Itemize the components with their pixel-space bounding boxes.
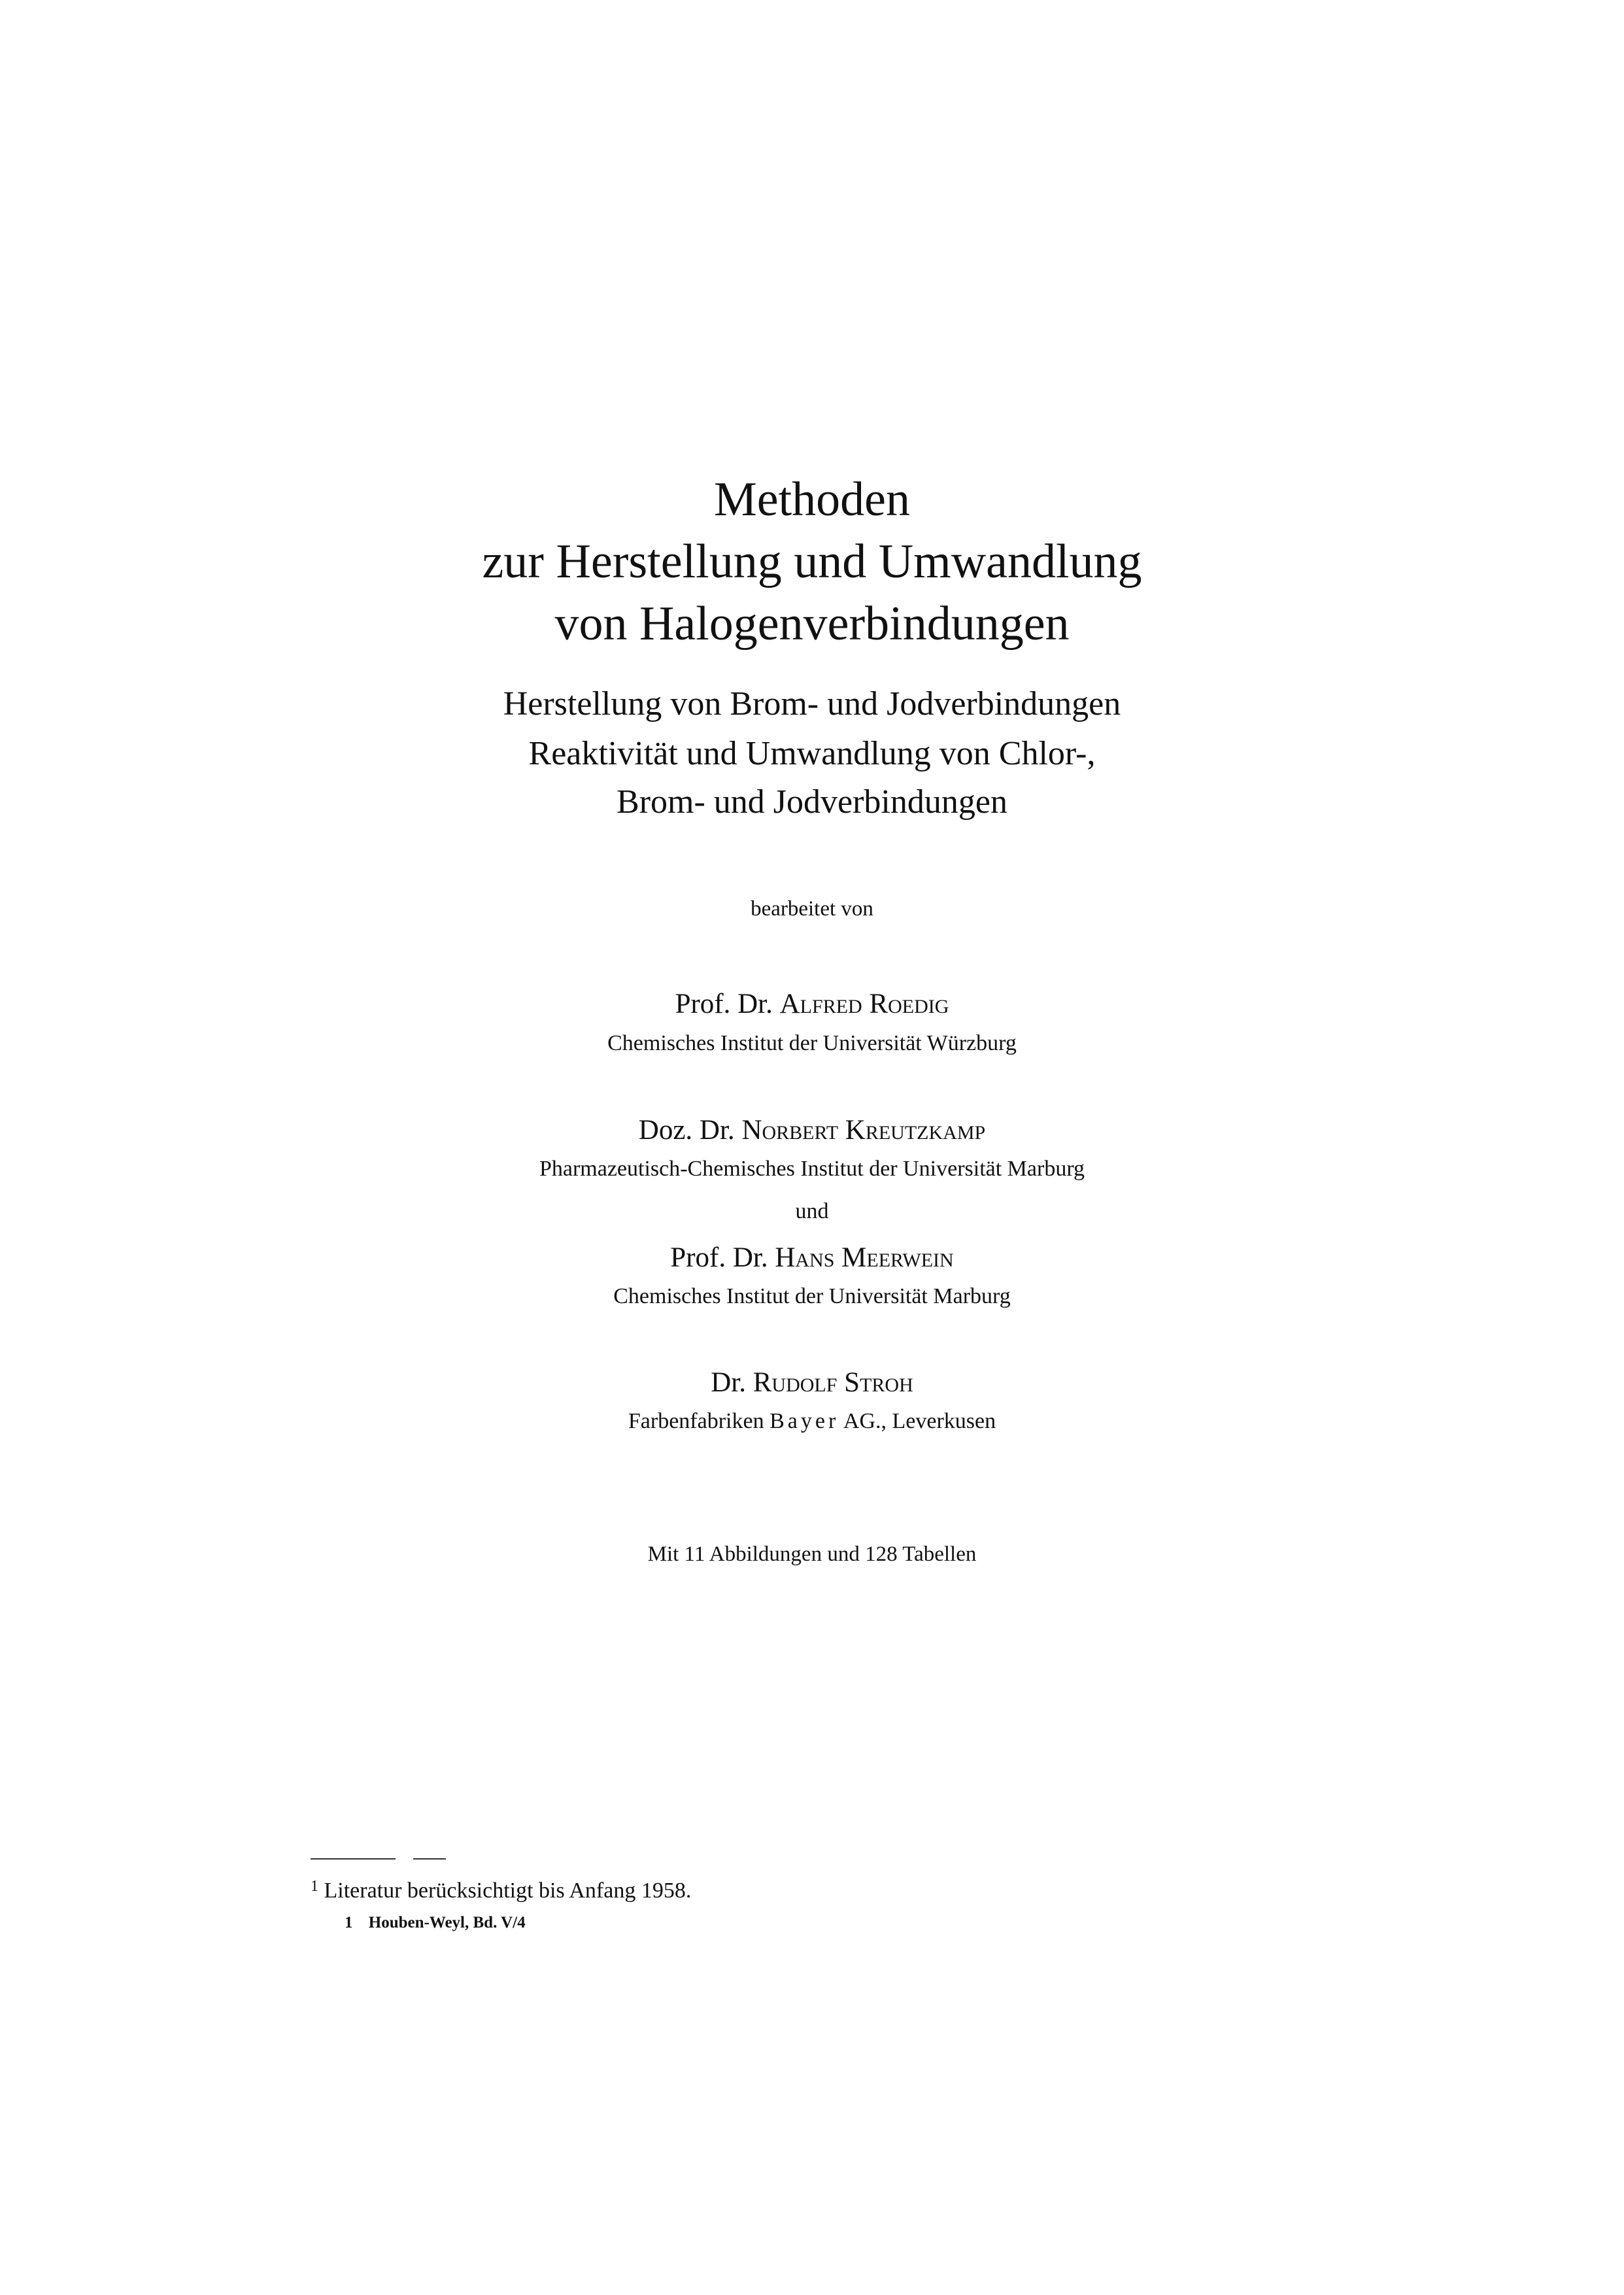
author-3 [0, 1244, 1624, 1272]
edited-by-label: bearbeitet von [751, 897, 873, 921]
author-2 [0, 1116, 1624, 1144]
title-line-2: zur Herstellung und Umwandlung [482, 535, 1142, 588]
illustrations-note: Mit 11 Abbildungen und 128 Tabellen [647, 1542, 977, 1566]
subtitle-line-3: Brom- und Jodverbindungen [617, 783, 1007, 821]
subtitle-line-1: Herstellung von Brom- und Jodverbindungen [503, 685, 1121, 722]
author-4-affiliation-company: Bayer [770, 1409, 839, 1433]
title-line-1: Methoden [713, 473, 911, 526]
author-4-affiliation-prefix: Farbenfabriken [628, 1409, 764, 1433]
author-1-affiliation: Chemisches Institut der Universität Würzburg [607, 1031, 1017, 1055]
author-1-name: Alfred Roedig [779, 989, 949, 1019]
page-signature [345, 1914, 526, 1931]
page-signature-text: Houben-Weyl, Bd. V/4 [368, 1914, 526, 1931]
author-1-title: Prof. Dr. [675, 989, 773, 1019]
author-1 [0, 990, 1624, 1018]
author-2-name: Norbert Kreutzkamp [741, 1115, 986, 1146]
footnote-rule-tail [413, 1858, 446, 1860]
und-conjunction: und [795, 1199, 829, 1223]
author-4-affiliation [0, 1410, 1624, 1433]
author-3-name: Hans Meerwein [775, 1242, 954, 1273]
author-3-affiliation: Chemisches Institut der Universität Marburg [613, 1284, 1011, 1308]
author-4-title: Dr. [711, 1367, 746, 1398]
page-signature-number: 1 [345, 1914, 353, 1931]
footnote-marker: 1 [311, 1878, 318, 1895]
author-4-name: Rudolf Stroh [753, 1367, 913, 1398]
author-4 [0, 1368, 1624, 1397]
subtitle-line-2: Reaktivität und Umwandlung von Chlor-, [528, 735, 1096, 772]
title-line-3: von Halogenverbindungen [554, 597, 1070, 651]
footnote-rule [311, 1858, 396, 1860]
footnote-text: Literatur berücksichtigt bis Anfang 1958. [324, 1878, 692, 1903]
author-2-affiliation: Pharmazeutisch-Chemisches Institut der Universität Marburg [539, 1157, 1085, 1181]
author-3-title: Prof. Dr. [670, 1242, 768, 1273]
footnote [311, 1878, 691, 1902]
author-2-title: Doz. Dr. [638, 1115, 735, 1146]
author-4-affiliation-suffix: AG., Leverkusen [843, 1409, 996, 1433]
